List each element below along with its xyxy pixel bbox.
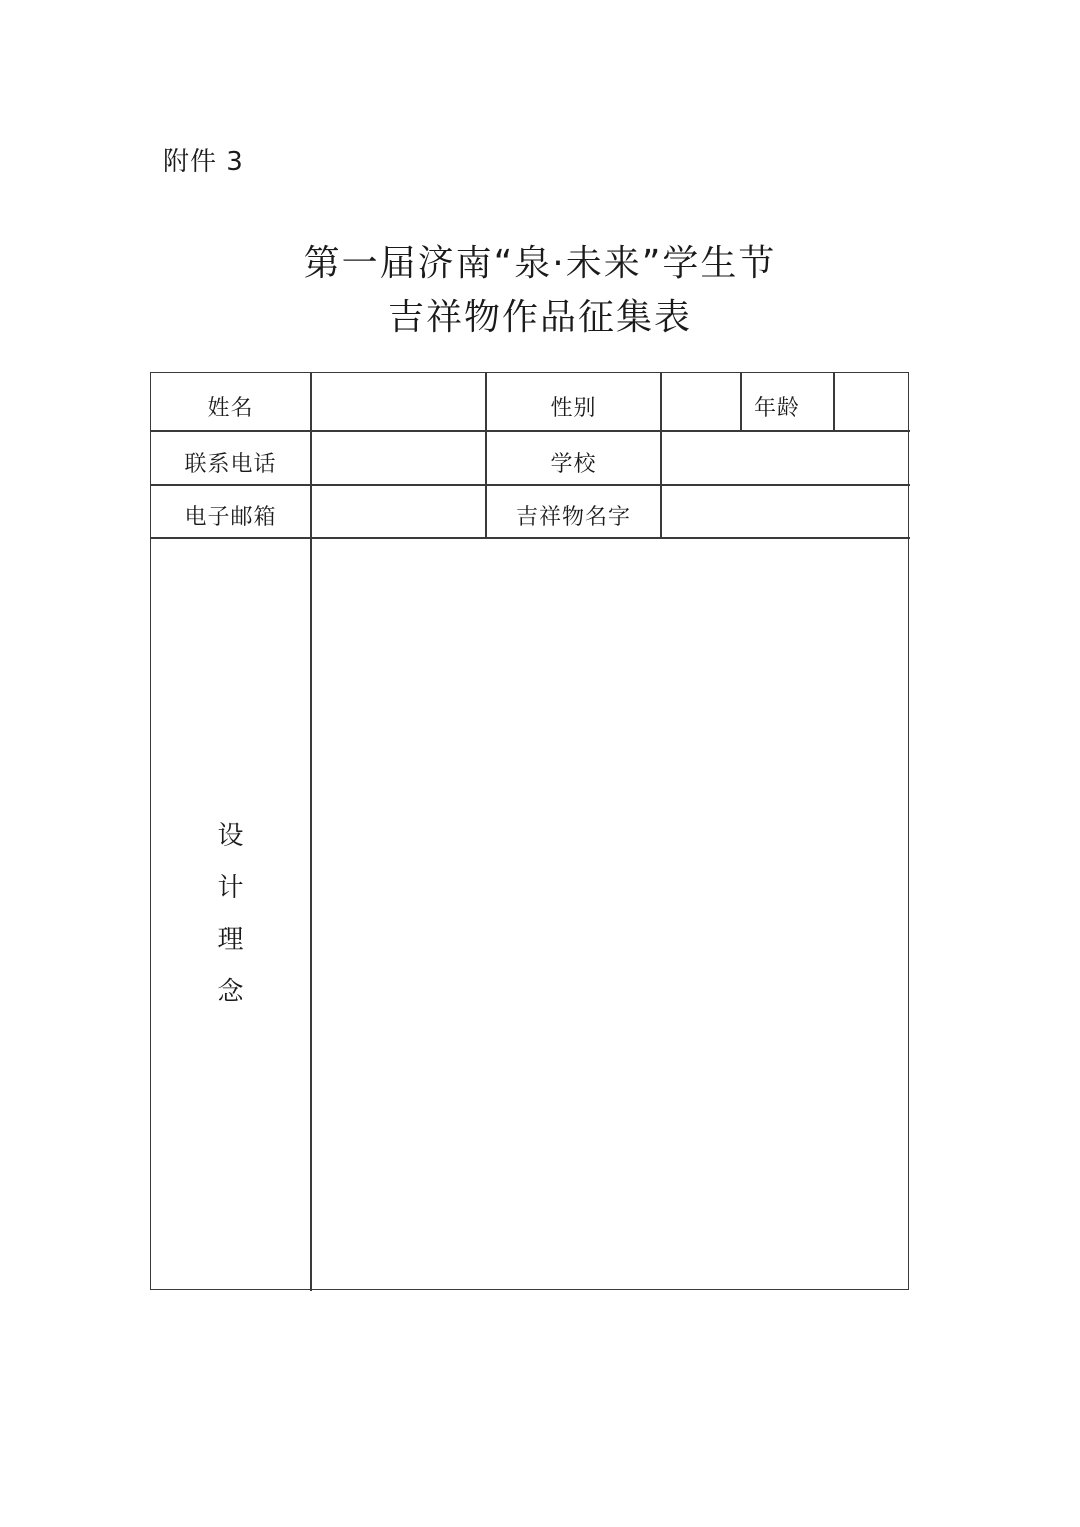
age-label: 年龄	[753, 396, 800, 421]
phone-field[interactable]	[312, 432, 485, 484]
name-field[interactable]	[312, 373, 485, 430]
gender-label: 性别	[550, 396, 597, 421]
design-concept-label	[151, 539, 310, 1289]
mascot-submission-form	[150, 372, 909, 1290]
age-field[interactable]	[835, 373, 908, 430]
gender-field[interactable]	[662, 373, 740, 430]
email-field[interactable]	[312, 486, 485, 537]
school-field[interactable]	[662, 432, 908, 484]
design-concept-char: 理	[217, 925, 244, 955]
design-concept-char: 念	[217, 977, 244, 1007]
design-concept-char: 设	[217, 821, 244, 851]
email-label: 电子邮箱	[184, 505, 277, 530]
design-concept-field[interactable]	[312, 539, 908, 1289]
mascot-name-field[interactable]	[662, 486, 908, 537]
design-concept-char: 计	[217, 873, 244, 903]
phone-label: 联系电话	[184, 451, 277, 477]
form-subtitle: 吉祥物作品征集表	[387, 297, 692, 338]
mascot-name-label: 吉祥物名字	[515, 505, 631, 530]
attachment-label: 附件 3	[163, 147, 244, 177]
form-title: 第一届济南“泉·未来”学生节	[303, 243, 777, 284]
school-label: 学校	[550, 451, 597, 477]
name-label: 姓名	[207, 396, 254, 421]
